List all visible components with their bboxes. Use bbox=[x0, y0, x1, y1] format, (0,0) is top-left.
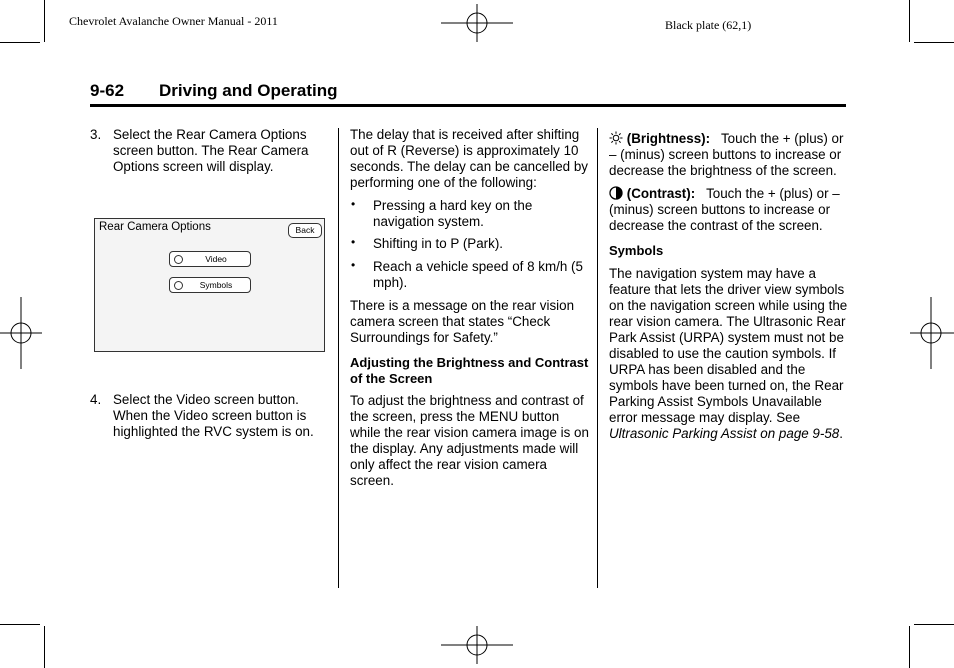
brightness-paragraph bbox=[609, 131, 849, 179]
contrast-label: (Contrast): bbox=[626, 186, 696, 201]
running-header-right: Black plate (62,1) bbox=[665, 18, 752, 32]
crop-mark bbox=[909, 0, 910, 42]
registration-mark-icon bbox=[441, 626, 513, 664]
crop-mark bbox=[44, 0, 45, 42]
symbols-button[interactable] bbox=[169, 277, 251, 293]
column-divider bbox=[338, 128, 339, 588]
safety-message: There is a message on the rear vision camera screen that states “Check Surroundings for Safety.” bbox=[350, 298, 575, 345]
crop-mark bbox=[0, 42, 40, 43]
screen-title: Rear Camera Options bbox=[99, 221, 211, 233]
column-1 bbox=[90, 127, 330, 175]
sentence-end: . bbox=[839, 426, 843, 441]
brightness-text: Touch the + (plus) or – (minus) screen buttons to increase or decrease the brightness of the screen. bbox=[609, 131, 844, 178]
adjust-body: To adjust the brightness and contrast of the screen, press the MENU button while the rear vision camera image is on the display. Any adjustments made will only affect the rear vision camera screen. bbox=[350, 393, 589, 488]
delay-intro: The delay that is received after shifting out of R (Reverse) is approximately 10 seconds. The delay can be cancelled by performing one of the following: bbox=[350, 127, 588, 190]
column-2 bbox=[350, 127, 590, 489]
brightness-sun-icon bbox=[609, 131, 623, 145]
contrast-text: Touch the + (plus) or – (minus) screen buttons to increase or decrease the contrast of the screen. bbox=[609, 186, 840, 233]
contrast-half-circle-icon bbox=[609, 186, 623, 200]
crop-mark bbox=[914, 42, 954, 43]
list-item-text: Shifting in to P (Park). bbox=[373, 236, 503, 251]
step-text: Select the Rear Camera Options screen button. The Rear Camera Options screen will display. bbox=[113, 127, 309, 174]
symbols-button-label: Symbols bbox=[199, 280, 233, 290]
column-1-lower bbox=[90, 392, 330, 440]
crop-mark bbox=[0, 624, 40, 625]
step-number: 4. bbox=[90, 392, 102, 407]
video-button[interactable] bbox=[169, 251, 251, 267]
column-3 bbox=[609, 131, 849, 442]
list-item bbox=[350, 236, 590, 252]
section-title: Driving and Operating bbox=[159, 81, 338, 100]
subheading: Adjusting the Brightness and Contrast of the Screen bbox=[350, 355, 589, 386]
section-header bbox=[90, 80, 846, 107]
list-item-text: Pressing a hard key on the navigation system. bbox=[373, 198, 533, 229]
brightness-label: (Brightness): bbox=[626, 131, 711, 146]
bullet-icon: • bbox=[351, 197, 356, 211]
registration-mark-icon bbox=[910, 297, 954, 369]
list-item-text: Reach a vehicle speed of 8 km/h (5 mph). bbox=[373, 259, 583, 290]
step-4 bbox=[90, 392, 330, 440]
running-header-left: Chevrolet Avalanche Owner Manual - 2011 bbox=[69, 14, 278, 28]
registration-mark-icon bbox=[0, 297, 42, 369]
crop-mark bbox=[909, 626, 910, 668]
video-button-label: Video bbox=[205, 254, 227, 264]
cross-reference-link[interactable]: Ultrasonic Parking Assist on page 9‑58 bbox=[609, 426, 840, 441]
symbols-body bbox=[609, 266, 849, 442]
step-text: Select the Video screen button. When the Video screen button is highlighted the RVC system is on. bbox=[113, 392, 314, 439]
back-button[interactable]: Back bbox=[288, 223, 322, 238]
registration-mark-icon bbox=[441, 4, 513, 42]
column-divider bbox=[597, 128, 598, 588]
contrast-paragraph bbox=[609, 186, 849, 234]
symbols-text: The navigation system may have a feature that lets the driver view symbols on the navigation screen while using the rear vision camera. The Ultrasonic Rear Park Assist (URPA) system must not be disabled to use the caution symbols. If URPA has been disabled and the symbols have been turned on, the Rear Parking Assist Symbols Unavailable error message may display. See bbox=[609, 266, 848, 425]
step-number: 3. bbox=[90, 127, 102, 142]
list-item bbox=[350, 198, 590, 230]
crop-mark bbox=[914, 624, 954, 625]
rear-camera-options-screen bbox=[94, 218, 325, 352]
step-3 bbox=[90, 127, 330, 175]
list-item bbox=[350, 259, 590, 291]
symbols-heading: Symbols bbox=[609, 243, 664, 258]
crop-mark bbox=[44, 626, 45, 668]
page-number: 9-62 bbox=[90, 81, 125, 100]
bullet-icon: • bbox=[351, 235, 356, 249]
bullet-icon: • bbox=[351, 258, 356, 272]
